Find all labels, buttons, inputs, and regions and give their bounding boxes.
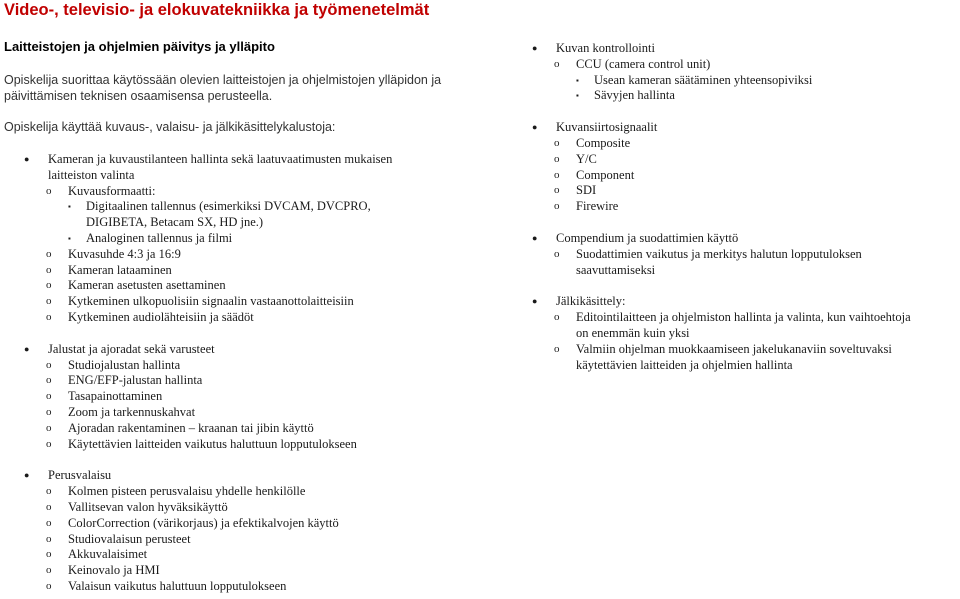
bullet-circle-icon: o: [554, 247, 560, 260]
list-item: [22, 421, 502, 437]
compendium-label: Compendium ja suodattimien käyttö: [556, 230, 739, 245]
list-item: [530, 73, 960, 89]
list-item: [22, 500, 502, 516]
post-label: Jälkikäsittely:: [556, 294, 626, 309]
bullet-dot-icon: ●: [532, 232, 538, 243]
list-item: [22, 310, 502, 326]
list-item-text: Usean kameran säätäminen yhteensopiviksi: [594, 72, 813, 87]
list-item-text: Käytettävien laitteiden vaikutus haluttuun lopputulokseen: [68, 436, 357, 451]
camera-item: [22, 152, 502, 168]
list-item-text: Editointilaitteen ja ohjelmiston hallinta ja valinta, kun vaihtoehtoja: [576, 310, 911, 325]
list-item: [22, 579, 502, 595]
list-item-text: Suodattimien vaikutus ja merkitys halutun lopputuloksen: [576, 246, 862, 261]
bullet-circle-icon: o: [46, 390, 52, 403]
bullet-dot-icon: ●: [532, 43, 538, 53]
spacer: [530, 215, 960, 231]
bullet-circle-icon: o: [46, 548, 52, 561]
list-item-text: Kameran lataaminen: [68, 262, 172, 277]
bullet-circle-icon: o: [46, 485, 52, 498]
bullet-circle-icon: o: [46, 310, 52, 323]
list-item-text: Keinovalo ja HMI: [68, 563, 160, 578]
control-item: [530, 41, 960, 57]
intro-line-1: Opiskelija suorittaa käytössään olevien laitteistojen ja ohjelmistojen ylläpidon ja: [4, 73, 442, 87]
bullet-square-icon: ▪: [576, 91, 579, 101]
bullet-circle-icon: o: [46, 516, 52, 529]
list-item-text: Kytkeminen audiolähteisiin ja säädöt: [68, 309, 254, 324]
list-item-text: Zoom ja tarkennuskahvat: [68, 404, 196, 419]
list-item-text: Vallitsevan valon hyväksikäyttö: [68, 499, 228, 514]
list-item: [22, 358, 502, 374]
analog-label: Analoginen tallennus ja filmi: [86, 230, 233, 245]
list-item: [22, 263, 502, 279]
bullet-circle-icon: o: [46, 579, 52, 592]
digital-item: [22, 199, 502, 215]
signals-item: [530, 120, 960, 136]
list-item-text: Component: [576, 167, 635, 182]
camera-label-continued: [22, 168, 502, 184]
bullet-dot-icon: ●: [24, 470, 30, 481]
bullet-square-icon: ▪: [68, 233, 71, 243]
list-item: [22, 405, 502, 421]
bullet-circle-icon: o: [46, 421, 52, 434]
list-item-text: Sävyjen hallinta: [594, 88, 675, 103]
list-item-continued: [530, 326, 960, 342]
bullet-dot-icon: ●: [532, 122, 538, 133]
bullet-circle-icon: o: [46, 405, 52, 418]
bullet-square-icon: ▪: [576, 75, 579, 85]
list-item: [22, 294, 502, 310]
list-item-text: Firewire: [576, 199, 619, 214]
list-item-text: käytettävien laitteiden ja ohjelmien hallinta: [576, 357, 793, 372]
analog-item: [22, 231, 502, 247]
list-item: [530, 183, 960, 199]
bullet-dot-icon: ●: [24, 343, 30, 354]
list-item: [22, 563, 502, 579]
control-label: Kuvan kontrollointi: [556, 41, 655, 55]
spacer: [22, 326, 502, 342]
list-item-text: Ajoradan rakentaminen – kraanan tai jibin käyttö: [68, 420, 314, 435]
list-item: [22, 484, 502, 500]
bullet-circle-icon: o: [46, 532, 52, 545]
digital-item-continued: [22, 215, 502, 231]
list-item-text: ENG/EFP-jalustan hallinta: [68, 373, 203, 388]
formats-label: Kuvausformaatti:: [68, 183, 156, 198]
spacer: [530, 278, 960, 294]
bullet-circle-icon: o: [46, 263, 52, 276]
bullet-circle-icon: o: [554, 136, 560, 149]
lighting-item: [22, 468, 502, 484]
tripods-item: [22, 342, 502, 358]
digital-line-1: Digitaalinen tallennus (esimerkiksi DVCAM, DVCPRO,: [86, 199, 371, 214]
bullet-circle-icon: o: [46, 295, 52, 308]
list-item-text: Kuvasuhde 4:3 ja 16:9: [68, 246, 181, 261]
bullet-circle-icon: o: [554, 57, 560, 70]
list-item-text: Valaisun vaikutus haluttuun lopputulokseen: [68, 578, 287, 593]
spacer: [530, 104, 960, 120]
bullet-circle-icon: o: [46, 437, 52, 450]
list-item: [530, 136, 960, 152]
bullet-square-icon: ▪: [68, 202, 71, 212]
bullet-circle-icon: o: [46, 247, 52, 260]
list-item-text: Akkuvalaisimet: [68, 547, 148, 562]
camera-label-2: laitteiston valinta: [48, 167, 135, 182]
digital-line-2: DIGIBETA, Betacam SX, HD jne.): [86, 215, 264, 230]
document-title: Video-, televisio- ja elokuvatekniikka ja työmenetelmät: [4, 1, 430, 19]
list-item-text: Kytkeminen ulkopuolisiin signaalin vastaanottolaitteisiin: [68, 294, 354, 309]
compendium-item: [530, 231, 960, 247]
list-item: [22, 247, 502, 263]
list-item: [530, 342, 960, 358]
bullet-circle-icon: o: [554, 342, 560, 355]
list-item: [22, 389, 502, 405]
bullet-circle-icon: o: [46, 279, 52, 292]
list-item: [530, 247, 960, 263]
list-item-text: Studiojalustan hallinta: [68, 357, 181, 372]
bullet-circle-icon: o: [554, 200, 560, 213]
list-item-continued: [530, 263, 960, 279]
lighting-label: Perusvalaisu: [48, 468, 112, 483]
bullet-circle-icon: o: [554, 311, 560, 324]
list-item: [530, 152, 960, 168]
list-item-text: Y/C: [576, 151, 597, 166]
list-item: [530, 199, 960, 215]
signals-label: Kuvansiirtosignaalit: [556, 120, 658, 135]
list-item: [22, 278, 502, 294]
intro-line-2: päivittämisen teknisen osaamisensa perusteella.: [4, 89, 273, 103]
bullet-circle-icon: o: [46, 358, 52, 371]
list-item-text: Composite: [576, 135, 631, 150]
list-item-text: on enemmän kuin yksi: [576, 325, 690, 340]
camera-label-1: Kameran ja kuvaustilanteen hallinta sekä laatuvaatimusten mukaisen: [48, 152, 393, 166]
list-item-text: Kolmen pisteen perusvalaisu yhdelle henkilölle: [68, 484, 306, 499]
formats-item: [22, 184, 502, 200]
list-item-continued: [530, 358, 960, 374]
post-item: [530, 294, 960, 310]
list-item: [530, 168, 960, 184]
right-column: [530, 41, 960, 373]
list-item-text: SDI: [576, 183, 597, 198]
list-item: [530, 88, 960, 104]
tripods-label: Jalustat ja ajoradat sekä varusteet: [48, 341, 215, 356]
list-item: [22, 516, 502, 532]
section-subtitle: Laitteistojen ja ohjelmien päivitys ja ylläpito: [4, 39, 275, 54]
bullet-circle-icon: o: [46, 184, 52, 197]
bullet-dot-icon: ●: [24, 154, 30, 164]
list-item: [22, 532, 502, 548]
list-item-text: ColorCorrection (värikorjaus) ja efektikalvojen käyttö: [68, 515, 339, 530]
list-item-text: Tasapainottaminen: [68, 389, 163, 404]
bullet-dot-icon: ●: [532, 296, 538, 307]
spacer: [22, 452, 502, 468]
tools-intro: Opiskelija käyttää kuvaus-, valaisu- ja jälkikäsittelykalustoja:: [4, 120, 336, 134]
list-item-text: saavuttamiseksi: [576, 262, 656, 277]
list-item: [22, 437, 502, 453]
list-item-text: Kameran asetusten asettaminen: [68, 278, 226, 293]
ccu-label: CCU (camera control unit): [576, 56, 711, 71]
list-item-text: Studiovalaisun perusteet: [68, 531, 191, 546]
bullet-circle-icon: o: [46, 374, 52, 387]
bullet-circle-icon: o: [554, 152, 560, 165]
ccu-item: [530, 57, 960, 73]
bullet-circle-icon: o: [46, 500, 52, 513]
left-column: [22, 152, 502, 595]
bullet-circle-icon: o: [554, 168, 560, 181]
list-item: [530, 310, 960, 326]
bullet-circle-icon: o: [46, 564, 52, 577]
list-item: [22, 373, 502, 389]
bullet-circle-icon: o: [554, 184, 560, 197]
list-item-text: Valmiin ohjelman muokkaamiseen jakelukanaviin soveltuvaksi: [576, 341, 892, 356]
list-item: [22, 547, 502, 563]
